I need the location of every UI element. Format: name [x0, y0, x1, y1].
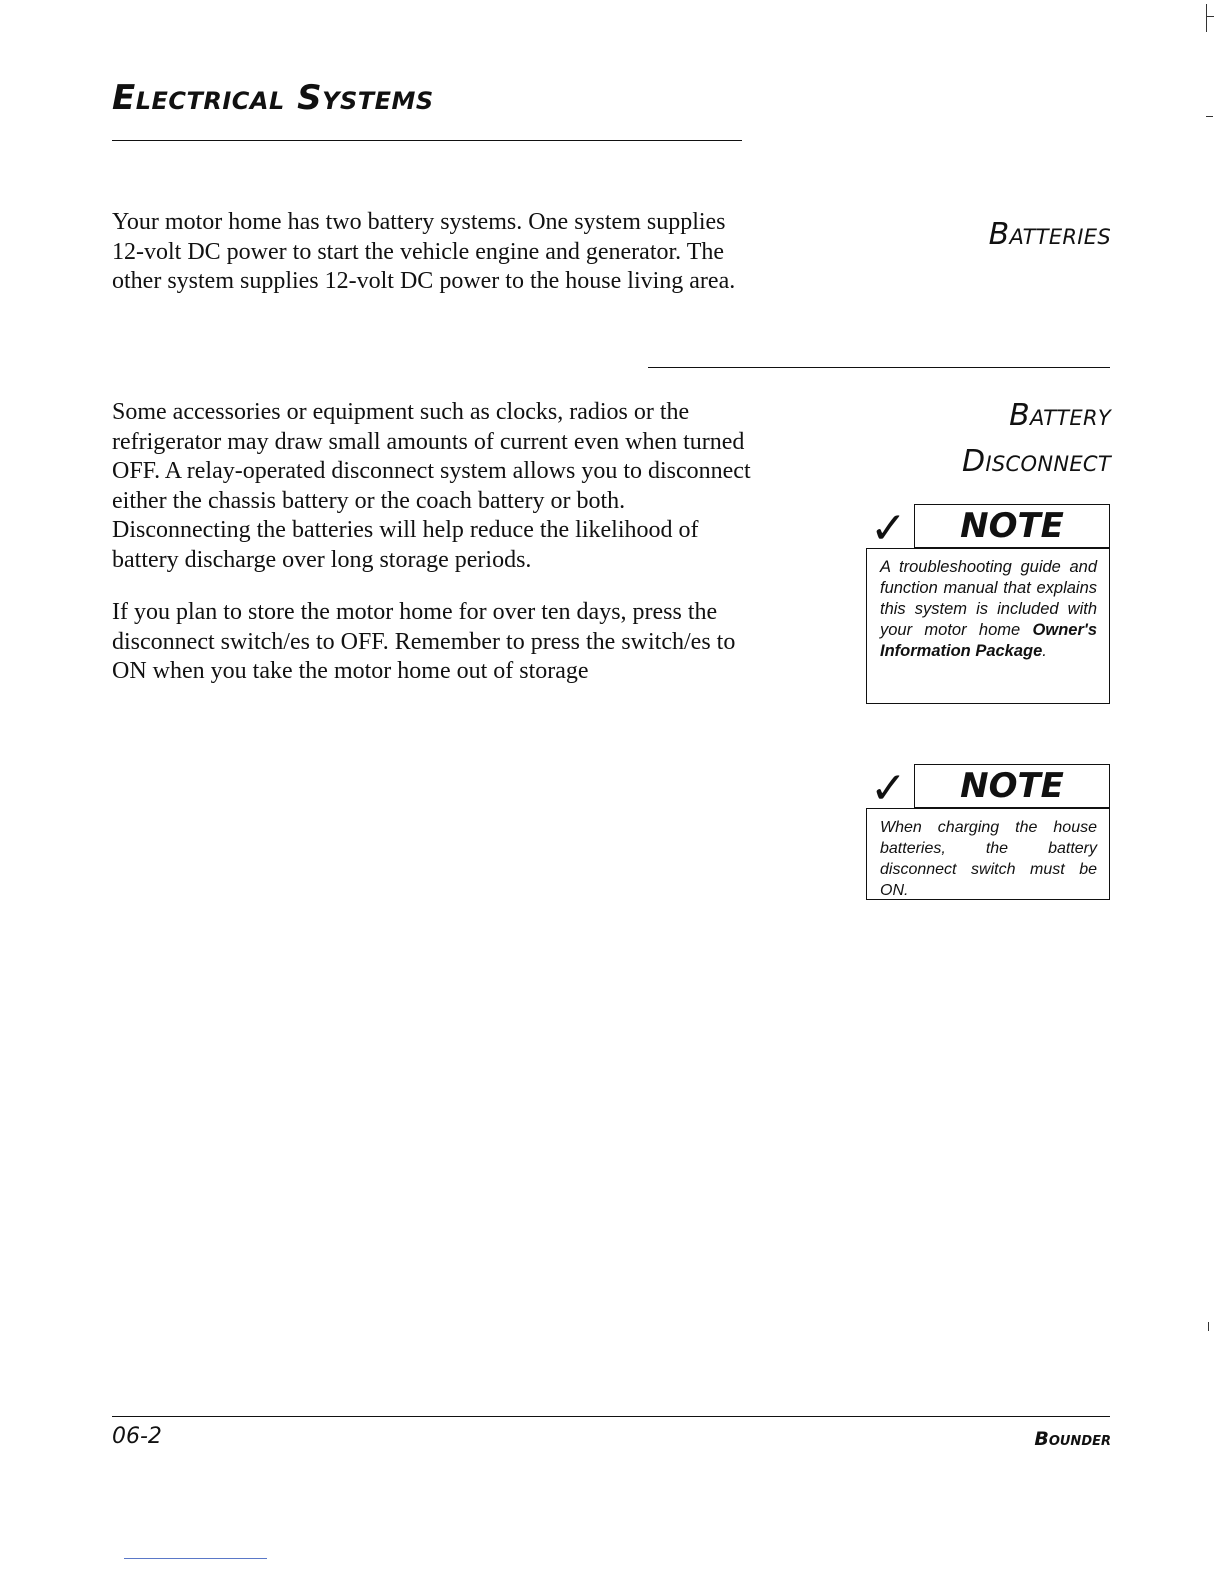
checkmark-icon: ✓: [870, 763, 907, 814]
note-text-main: A troubleshooting guide and function manual that explains this system is included with your motor home: [880, 558, 1097, 639]
disconnect-paragraph-2: If you plan to store the motor home for over ten days, press the disconnect switch/es to OFF. Remember to press the switch/es to ON when you take the motor home out of storage: [112, 599, 736, 684]
note-box-1: [866, 504, 1110, 704]
section-rule: [648, 367, 1110, 368]
checkmark-icon: ✓: [870, 503, 907, 554]
crop-mark: [1208, 1322, 1209, 1331]
note-text: When charging the house batteries, the battery disconnect switch must be ON.: [866, 808, 1110, 900]
note-text-suffix: .: [1042, 642, 1047, 660]
disconnect-paragraph-1: Some accessories or equipment such as clocks, radios or the refrigerator may draw small amounts of current even when turned OFF. A relay-operated disconnect system allows you to disconnect either the chassis battery or the coach battery or both. Disconnecting the batteries will help reduce the likelihood of battery discharge over long storage periods.: [112, 399, 751, 573]
note-box-2: [866, 764, 1110, 900]
battery-disconnect-heading: [962, 393, 1111, 485]
crop-mark: [1206, 4, 1207, 32]
crop-mark: [1206, 116, 1213, 117]
page-number: 06-2: [112, 1424, 162, 1449]
brand-name: Bounder: [1034, 1428, 1111, 1450]
note-text-emphasis: Owner's Information Package: [880, 621, 1097, 660]
note-label: NOTE: [914, 504, 1110, 548]
bottom-rule-mark: [124, 1558, 267, 1559]
chapter-title: Electrical Systems: [112, 78, 434, 118]
note-label: NOTE: [914, 764, 1110, 808]
heading-line-1: Battery: [1009, 398, 1111, 433]
heading-line-2: Disconnect: [962, 444, 1111, 479]
note-text: [866, 548, 1110, 704]
crop-mark: [1206, 16, 1214, 17]
header-rule: [112, 140, 742, 141]
batteries-heading: Batteries: [988, 217, 1111, 252]
footer-rule: [112, 1416, 1110, 1417]
batteries-paragraph: Your motor home has two battery systems. One system supplies 12-volt DC power to start the vehicle engine and generator. The other system supplies 12-volt DC power to the house living area.: [112, 209, 736, 294]
